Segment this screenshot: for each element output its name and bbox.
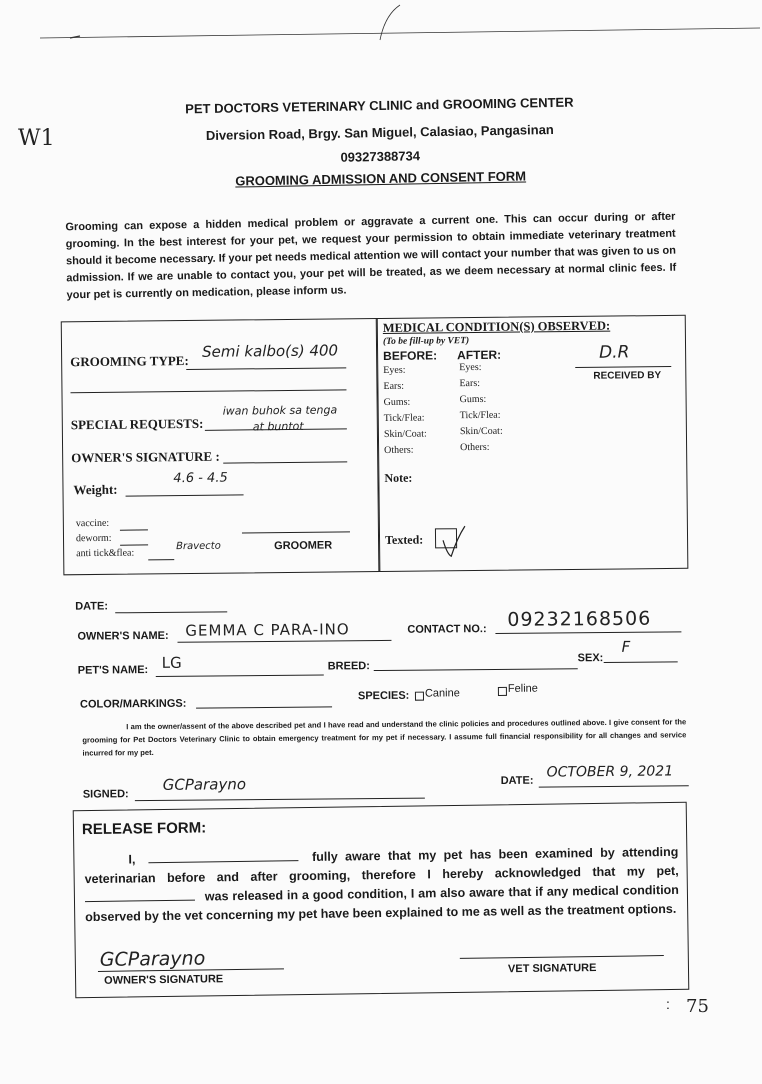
before-item: Tick/Flea: xyxy=(383,412,425,424)
canine-label: Canine xyxy=(424,687,460,700)
signed-value: GCParayno xyxy=(162,775,247,794)
date2-value: OCTOBER 9, 2021 xyxy=(546,763,674,781)
clinic-phone: 09327388734 xyxy=(340,148,421,165)
medical-title: MEDICAL CONDITION(S) OBSERVED: xyxy=(382,318,611,335)
antitick-label: anti tick&flea: xyxy=(76,547,135,560)
feline-label: Feline xyxy=(507,682,538,695)
date2-line xyxy=(539,785,689,787)
before-item: Eyes: xyxy=(383,364,406,376)
release-text-part1: fully aware that my pet has been examined by attending veterinarian before and after grooming, therefore I hereby acknowledged that my pet, xyxy=(84,844,679,887)
weight-label: Weight: xyxy=(73,481,118,498)
contact-line xyxy=(495,631,681,634)
page-note-marks: : xyxy=(666,996,670,1012)
sex-value: F xyxy=(621,637,631,656)
release-text-part2: was released in a good condition, I am also aware that if any medical condition observed by the vet concerning my pet have been explained to me as well as the treatment options. xyxy=(85,882,679,925)
received-by-label: RECEIVED BY xyxy=(593,370,662,382)
vet-sig-line xyxy=(460,955,664,959)
species-label: SPECIES: xyxy=(357,689,410,703)
form-title: GROOMING ADMISSION AND CONSENT FORM xyxy=(235,168,527,189)
note-label: Note: xyxy=(384,470,413,485)
owner-signature-label: OWNER'S SIGNATURE : xyxy=(71,448,220,466)
medical-subtitle: (To be fill-up by VET) xyxy=(382,336,470,347)
after-item: Ears: xyxy=(459,377,481,390)
received-by-value: D.R xyxy=(598,342,630,363)
antitick-value: Bravecto xyxy=(176,540,221,553)
margin-note: W1 xyxy=(18,126,55,151)
release-text-i: I, xyxy=(128,852,136,867)
special-requests-value-2: at buntot xyxy=(252,419,304,434)
color-line xyxy=(196,706,332,708)
release-owner-signature: GCParayno xyxy=(99,947,206,971)
release-owner-sig-label: OWNER'S SIGNATURE xyxy=(104,973,224,987)
color-label: COLOR/MARKINGS: xyxy=(79,697,187,711)
date-line xyxy=(115,611,227,613)
before-item: Ears: xyxy=(383,380,405,392)
owner-name-label: OWNER'S NAME: xyxy=(77,629,169,643)
pet-name-value: LG xyxy=(161,653,182,672)
intro-paragraph: Grooming can expose a hidden medical problem or aggravate a current one. This can occur during or after grooming. In the best interest for your pet, we request your permission to obtain immediate veterinary treatment should it become necessary. If your pet needs medical attention we will contact your number that was given to us on admission. If we are unable to contact you, your pet will be treated, as we deem necessary at normal clinic fees. If your pet is currently on medication, please inform us. xyxy=(65,210,677,302)
special-requests-label: SPECIAL REQUESTS: xyxy=(70,415,204,433)
breed-line xyxy=(374,668,578,671)
before-item: Others: xyxy=(384,444,414,456)
grooming-type-label: GROOMING TYPE: xyxy=(70,352,189,370)
texted-label: Texted: xyxy=(384,532,424,547)
signed-line xyxy=(135,798,425,802)
owner-name-line xyxy=(177,640,391,643)
grooming-type-value: Semi kalbo(s) 400 xyxy=(201,341,339,361)
page-note: 75 xyxy=(686,996,709,1017)
groomer-label: GROOMER xyxy=(274,539,333,553)
weight-value: 4.6 - 4.5 xyxy=(173,470,228,487)
after-item: Others: xyxy=(460,441,490,454)
pet-name-line xyxy=(156,674,324,676)
sex-line xyxy=(604,661,678,663)
date-label: DATE: xyxy=(75,600,109,613)
sex-label: SEX: xyxy=(577,652,604,665)
after-item: Tick/Flea: xyxy=(459,409,501,422)
date2-label: DATE: xyxy=(500,774,534,787)
vaccine-label: vaccine: xyxy=(75,517,110,530)
before-item: Skin/Coat: xyxy=(383,428,427,440)
after-item: Eyes: xyxy=(459,361,482,374)
deworm-label: deworm: xyxy=(75,532,112,545)
before-label: BEFORE: xyxy=(383,348,438,363)
before-item: Gums: xyxy=(383,396,411,408)
release-owner-blank xyxy=(149,860,299,863)
clinic-name: PET DOCTORS VETERINARY CLINIC and GROOMING CENTER xyxy=(185,94,574,117)
owner-name-value: GEMMA C PARA-INO xyxy=(185,620,350,640)
special-requests-value-1: iwan buhok sa tenga xyxy=(222,403,338,418)
contact-label: CONTACT NO.: xyxy=(407,623,487,636)
after-item: Gums: xyxy=(459,393,487,406)
after-item: Skin/Coat: xyxy=(459,425,503,438)
vet-sig-label: VET SIGNATURE xyxy=(507,961,597,976)
pet-name-label: PET'S NAME: xyxy=(77,664,149,677)
canine-checkbox[interactable] xyxy=(415,692,424,701)
release-paragraph xyxy=(84,843,679,927)
feline-checkbox[interactable] xyxy=(498,687,507,696)
consent-text: I am the owner/assent of the above described pet and I have read and understand the clinic policies and procedures outlined above. I give consent for the grooming for Pet Doctors Veterinary Clinic to obtain emergency treatment for my pet if necessary. I assume full financial responsibility for all changes and service incurred for my pet. xyxy=(82,717,687,758)
signed-label: SIGNED: xyxy=(82,788,129,801)
release-title: RELEASE FORM: xyxy=(81,819,207,839)
release-form-box xyxy=(73,802,690,999)
contact-value: 09232168506 xyxy=(507,607,652,631)
release-pet-blank xyxy=(85,900,195,903)
breed-label: BREED: xyxy=(327,660,370,673)
after-label: AFTER: xyxy=(457,347,502,363)
clinic-address: Diversion Road, Brgy. San Miguel, Calasiao, Pangasinan xyxy=(205,121,554,144)
